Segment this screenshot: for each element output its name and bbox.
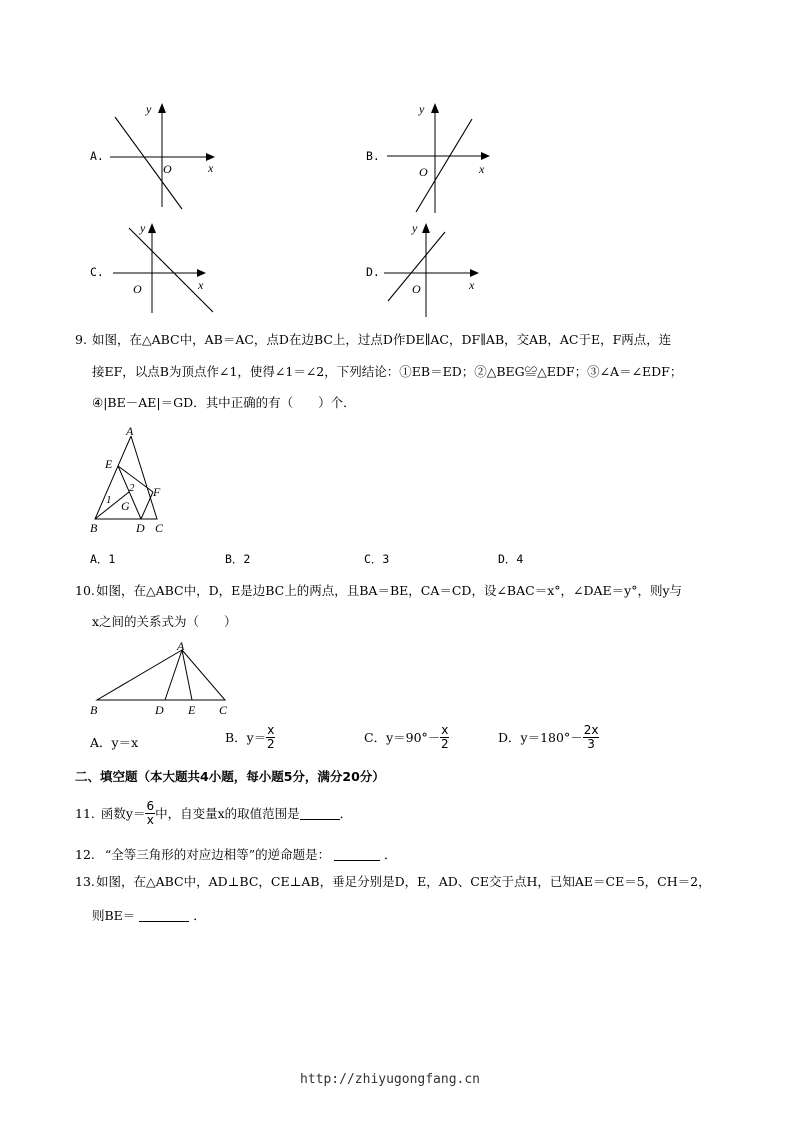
q10-option-d-prefix: D．y＝180°－ bbox=[498, 730, 583, 746]
q9-label-e: E bbox=[105, 457, 113, 471]
q10-figure bbox=[85, 638, 240, 720]
q10-option-d-den: 3 bbox=[587, 736, 595, 751]
q13-end: ． bbox=[193, 908, 206, 923]
graph-b-origin: O bbox=[419, 165, 428, 179]
q13-line2-prefix: 则BE＝ bbox=[92, 908, 136, 923]
graph-a bbox=[100, 95, 225, 215]
q11-answer-blank[interactable] bbox=[300, 807, 340, 820]
q9-label-1: 1 bbox=[106, 494, 112, 506]
q11-fraction bbox=[145, 800, 155, 826]
q9-option-b: B．2 bbox=[225, 552, 251, 566]
q10-option-c-fraction bbox=[440, 724, 449, 750]
q10-label-b: B bbox=[90, 703, 98, 717]
graph-b bbox=[375, 95, 500, 220]
q10-option-a: A．y＝x bbox=[90, 735, 139, 750]
q12-number: 12. bbox=[75, 847, 95, 862]
q9-label-f: F bbox=[153, 485, 161, 499]
q13-answer-blank[interactable] bbox=[139, 909, 189, 922]
q12-end: ． bbox=[384, 847, 397, 862]
graph-d-y-label: y bbox=[412, 221, 418, 235]
q11-end: ． bbox=[339, 806, 353, 822]
q10-number: 10. bbox=[75, 583, 95, 598]
q10-option-d bbox=[498, 724, 599, 750]
graph-c bbox=[105, 215, 220, 315]
q13-line1: 如图，在△ABC中，AD⊥BC，CE⊥AB，垂足分别是D，E，AD、CE交于点H，已知AE＝CE＝5，CH＝2， bbox=[96, 874, 711, 889]
q9-label-2: 2 bbox=[129, 482, 135, 494]
q10-option-c-prefix: C．y＝90°－ bbox=[364, 730, 441, 746]
graph-a-x-label: x bbox=[208, 161, 214, 175]
option-d-label: D. bbox=[366, 265, 380, 279]
section-2-title: 二、填空题（本大题共4小题，每小题5分，满分20分） bbox=[75, 769, 385, 784]
q9-line2: 接EF，以点B为顶点作∠1，使得∠1＝∠2，下列结论：①EB＝ED；②△BEG≌△EDF；③∠A＝∠EDF； bbox=[92, 364, 683, 379]
q10-option-c-num: x bbox=[441, 723, 449, 737]
graph-c-origin: O bbox=[133, 282, 142, 296]
q11-den: x bbox=[146, 812, 154, 827]
q9-label-a: A bbox=[126, 424, 134, 438]
q9-option-a: A．1 bbox=[90, 552, 116, 566]
q9-line3: ④|BE－AE|＝GD．其中正确的有（ ）个． bbox=[92, 395, 356, 410]
q11-suffix: 中，自变量x的取值范围是 bbox=[155, 806, 300, 822]
footer-url[interactable]: http://zhiyugongfang.cn bbox=[300, 1072, 481, 1087]
q10-label-c: C bbox=[219, 703, 228, 717]
q11-num: 6 bbox=[146, 799, 155, 813]
graph-b-y-label: y bbox=[419, 102, 425, 116]
q10-option-b-num: x bbox=[267, 723, 275, 737]
q12 bbox=[75, 845, 397, 863]
graph-d-origin: O bbox=[412, 282, 421, 296]
q12-text: “全等三角形的对应边相等”的逆命题是： bbox=[104, 847, 331, 862]
graph-c-y-label: y bbox=[140, 221, 146, 235]
q9-option-c: C．3 bbox=[364, 552, 390, 566]
q9-label-b: B bbox=[90, 521, 98, 535]
q9-figure bbox=[85, 422, 185, 540]
graph-d-x-label: x bbox=[469, 278, 475, 292]
option-b-label: B. bbox=[366, 149, 380, 163]
q9-line1: 如图，在△ABC中，AB＝AC，点D在边BC上，过点D作DE∥AC，DF∥AB，交AB，AC于E，F两点，连 bbox=[92, 332, 672, 347]
q13-number: 13. bbox=[75, 874, 95, 889]
q9-option-d: D．4 bbox=[498, 552, 524, 566]
graph-c-x-label: x bbox=[198, 278, 204, 292]
q10-option-c bbox=[364, 724, 449, 750]
q10-option-c-den: 2 bbox=[441, 736, 449, 751]
graph-b-x-label: x bbox=[479, 162, 485, 176]
graph-d bbox=[378, 215, 493, 320]
q10-option-d-fraction bbox=[583, 724, 600, 750]
q11-prefix: 函数y＝ bbox=[100, 806, 146, 822]
q10-option-d-num: 2x bbox=[583, 723, 599, 737]
q10-option-b bbox=[225, 724, 275, 750]
graph-a-y-label: y bbox=[146, 102, 152, 116]
q13-line2 bbox=[92, 906, 206, 924]
q10-label-d: D bbox=[155, 703, 164, 717]
graph-a-origin: O bbox=[163, 162, 172, 176]
q11 bbox=[75, 800, 352, 826]
q10-label-a: A bbox=[177, 639, 185, 653]
option-a-label: A. bbox=[90, 149, 104, 163]
q10-line1: 如图，在△ABC中，D，E是边BC上的两点，且BA＝BE，CA＝CD，设∠BAC＝x°，∠DAE＝y°，则y与 bbox=[96, 583, 683, 598]
q10-option-b-fraction bbox=[266, 724, 275, 750]
q10-line2: x之间的关系式为（ ） bbox=[92, 614, 237, 629]
option-c-label: C. bbox=[90, 265, 104, 279]
q12-answer-blank[interactable] bbox=[334, 848, 380, 861]
q10-label-e: E bbox=[188, 703, 196, 717]
q10-option-b-prefix: B．y＝ bbox=[225, 730, 267, 746]
q9-label-g: G bbox=[121, 499, 130, 513]
q9-label-d: D bbox=[136, 521, 145, 535]
q10-option-b-den: 2 bbox=[266, 736, 275, 751]
q9-number: 9. bbox=[75, 332, 87, 347]
q11-number: 11. bbox=[75, 805, 95, 821]
q9-label-c: C bbox=[155, 521, 164, 535]
